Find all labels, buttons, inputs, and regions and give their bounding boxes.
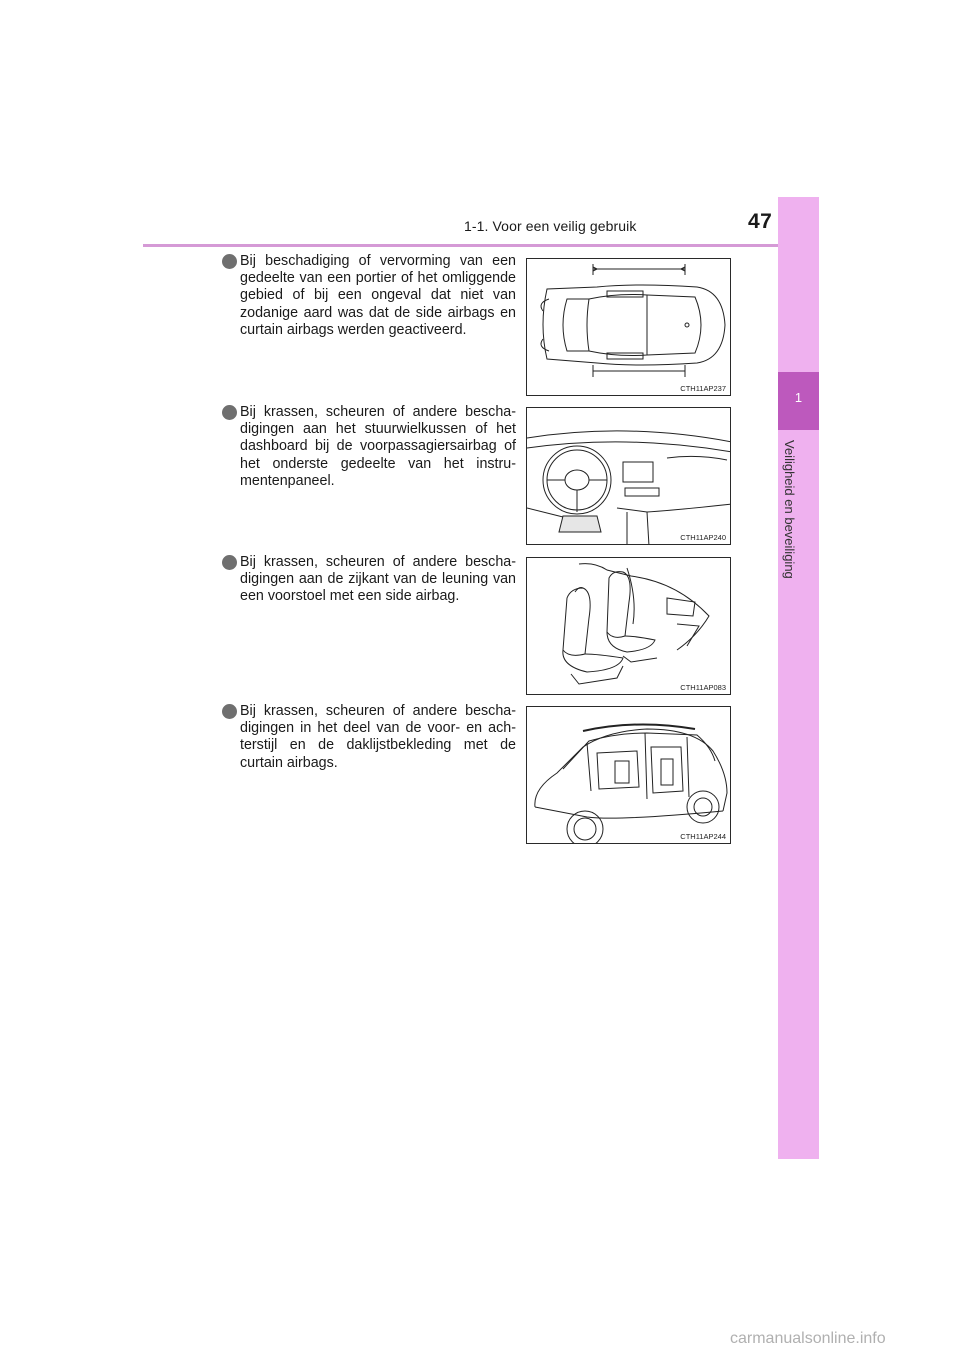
figure-code: CTH11AP237 xyxy=(680,384,726,393)
figure-dashboard xyxy=(526,407,731,545)
bullet-icon xyxy=(222,254,237,269)
list-item xyxy=(222,703,516,772)
bullet-icon xyxy=(222,704,237,719)
page-number: 47 xyxy=(748,210,773,233)
figure-code: CTH11AP244 xyxy=(680,832,726,841)
section-title: 1-1. Voor een veilig gebruik xyxy=(464,218,637,234)
item-text: Bij krassen, scheuren of andere beschadigingen aan de zijkant van de leuning van een voorstoel met een side airbag. xyxy=(240,554,516,605)
list-item xyxy=(222,554,516,606)
figure-code: CTH11AP240 xyxy=(680,533,726,542)
list-item xyxy=(222,404,516,490)
dashboard-illustration xyxy=(527,408,731,545)
item-text: Bij beschadiging of vervorming van een gedeelte van een portier of het omliggende gebied of bij een ongeval dat niet van zodanige aard was dat de side airbags en curtain airbags werden geactiveerd. xyxy=(240,253,516,338)
figure-code: CTH11AP083 xyxy=(680,683,726,692)
list-item xyxy=(222,253,516,339)
watermark: carmanualsonline.info xyxy=(730,1330,886,1347)
item-text: Bij krassen, scheuren of andere beschadigingen in het deel van de voor- en achterstijl en de daklijstbekleding met de curtain airbags. xyxy=(240,703,516,771)
header-rule xyxy=(143,244,819,247)
car-side-view-illustration xyxy=(527,707,731,844)
chapter-number: 1 xyxy=(794,390,803,405)
figure-front-seats xyxy=(526,557,731,695)
item-text: Bij krassen, scheuren of andere beschadigingen aan het stuurwielkussen of het dashboard bij de voorpassagiersairbag of het onderste gedeelte van het instrumentenpaneel. xyxy=(240,404,516,489)
figure-car-top-view xyxy=(526,258,731,396)
front-seats-illustration xyxy=(527,558,731,695)
bullet-icon xyxy=(222,555,237,570)
chapter-side-tab xyxy=(778,197,819,1159)
bullet-icon xyxy=(222,405,237,420)
chapter-title: Veiligheid en beveiliging xyxy=(782,440,797,579)
car-top-view-illustration xyxy=(527,259,731,396)
figure-car-side-view xyxy=(526,706,731,844)
